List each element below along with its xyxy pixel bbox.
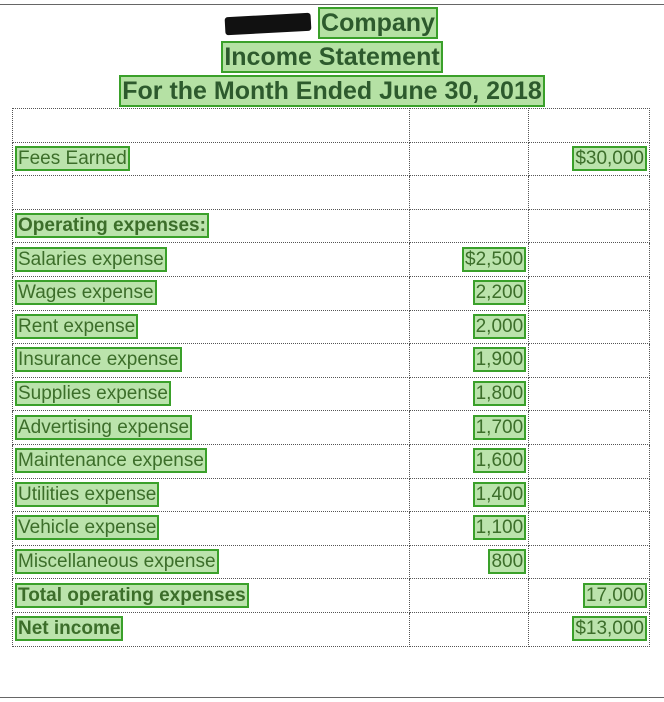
expense-amount: 1,700: [473, 415, 527, 440]
expense-label: Supplies expense: [15, 381, 171, 406]
expense-label: Vehicle expense: [15, 515, 159, 540]
expense-label: Advertising expense: [15, 415, 192, 440]
expense-amount: 1,600: [473, 448, 527, 473]
expense-row: [13, 478, 650, 512]
statement-title: [0, 42, 664, 76]
expense-amount: 2,200: [473, 280, 527, 305]
expense-row: [13, 545, 650, 579]
statement-header: [0, 8, 664, 110]
fees-row: [13, 142, 650, 176]
expense-amount: 800: [488, 549, 526, 574]
redacted-name-mark: [225, 13, 312, 35]
company-line: [0, 8, 664, 42]
expense-label: Maintenance expense: [15, 448, 207, 473]
expense-row: [13, 512, 650, 546]
expense-label: Utilities expense: [15, 482, 159, 507]
net-income-label: Net income: [15, 616, 123, 641]
bottom-border: [0, 697, 664, 698]
expense-row: [13, 444, 650, 478]
expense-row: [13, 310, 650, 344]
expense-amount: 1,100: [473, 515, 527, 540]
expense-label: Salaries expense: [15, 247, 167, 272]
income-statement-table: [12, 108, 650, 647]
expense-row: [13, 411, 650, 445]
total-row: [13, 579, 650, 613]
expense-amount: 1,900: [473, 347, 527, 372]
statement-period-text: For the Month Ended June 30, 2018: [119, 75, 545, 107]
opex-heading-row: [13, 209, 650, 243]
statement-period: [0, 76, 664, 110]
opex-heading: Operating expenses:: [15, 213, 209, 238]
fees-label: Fees Earned: [15, 146, 130, 171]
net-income-value: $13,000: [572, 616, 647, 641]
expense-label: Wages expense: [15, 280, 157, 305]
expense-amount: 1,800: [473, 381, 527, 406]
expense-label: Rent expense: [15, 314, 138, 339]
blank-row: [13, 176, 650, 210]
expense-amount: 1,400: [473, 482, 527, 507]
statement-title-text: Income Statement: [221, 41, 442, 73]
company-label: Company: [318, 7, 438, 39]
expense-amount: 2,000: [473, 314, 527, 339]
expense-label: Miscellaneous expense: [15, 549, 219, 574]
expense-row: [13, 276, 650, 310]
expense-row: [13, 243, 650, 277]
expense-amount: $2,500: [462, 247, 526, 272]
expense-row: [13, 344, 650, 378]
top-border: [0, 4, 664, 5]
blank-row: [13, 109, 650, 143]
expense-row: [13, 377, 650, 411]
expense-label: Insurance expense: [15, 347, 182, 372]
total-label: Total operating expenses: [15, 583, 249, 608]
net-income-row: [13, 612, 650, 646]
fees-value: $30,000: [572, 146, 647, 171]
total-value: 17,000: [583, 583, 647, 608]
